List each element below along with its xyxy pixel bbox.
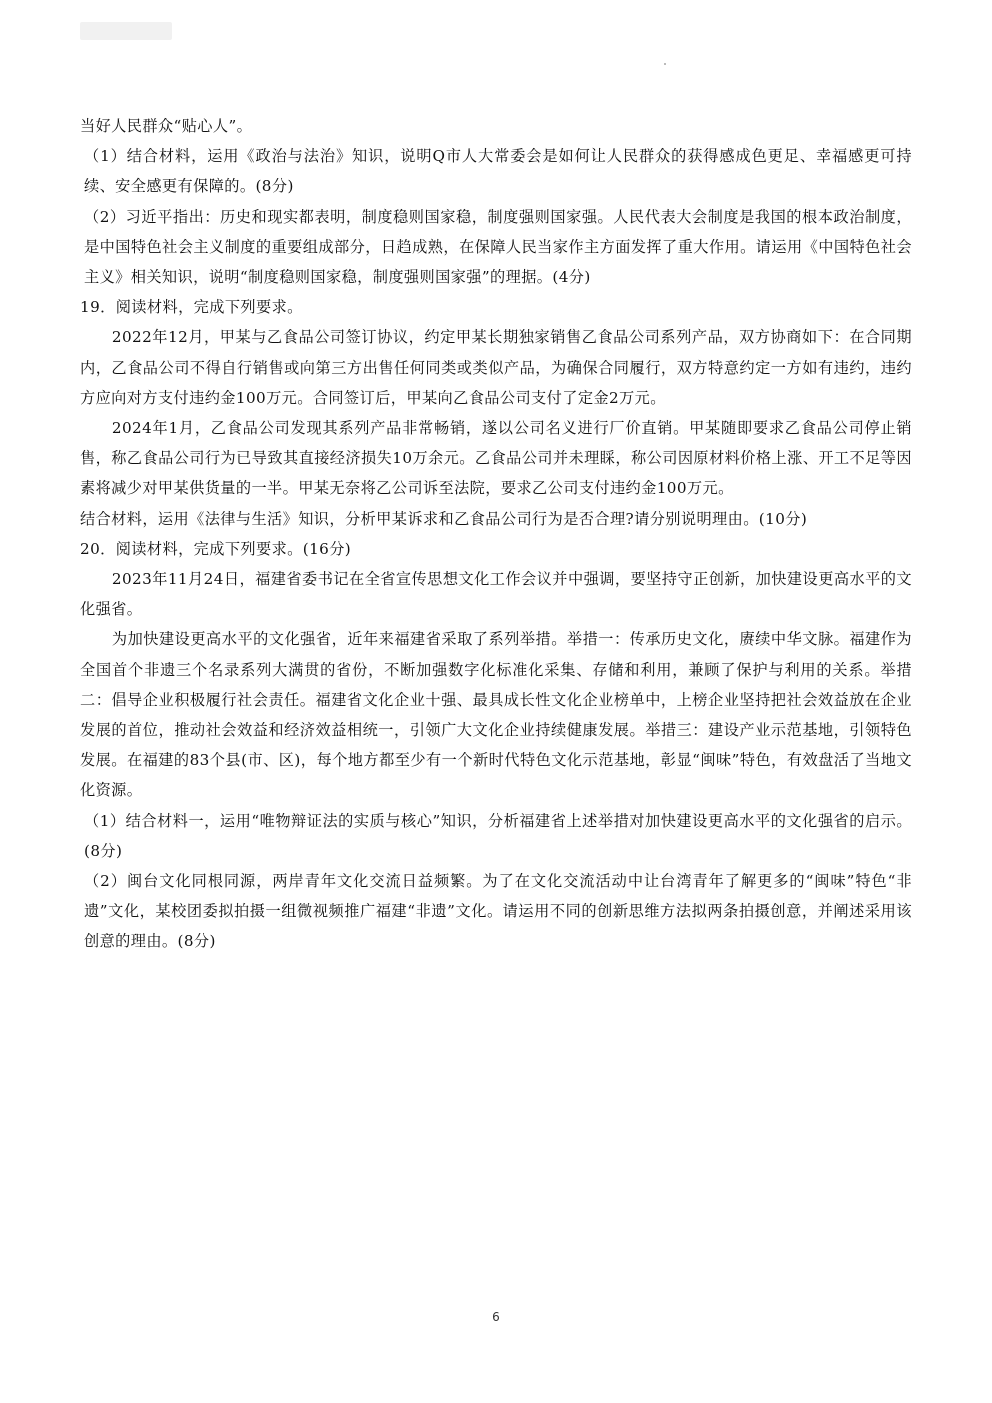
question-20-material-2: 为加快建设更高水平的文化强省，近年来福建省采取了系列举措。举措一：传承历史文化，赓续中华文脉。福建作为全国首个非遗三个名录系列大满贯的省份，不断加强数字化标准化采集、存储和利用，兼顾了保护与利用的关系。举措二：倡导企业积极履行社会责任。福建省文化企业十强、最具成长性文化企业榜单中，上榜企业坚持把社会效益放在企业发展的首位，推动社会效益和经济效益相统一，引领广大文化企业持续健康发展。举措三：建设产业示范基地，引领特色发展。在福建的83个县(市、区)，每个地方都至少有一个新时代特色文化示范基地，彰显“闽味”特色，有效盘活了当地文化资源。 (80, 630, 912, 800)
paragraph-continuation: 当好人民群众“贴心人”。 (80, 117, 253, 135)
question-19-material-1: 2022年12月，甲某与乙食品公司签订协议，约定甲某长期独家销售乙食品公司系列产品，双方协商如下：在合同期内，乙食品公司不得自行销售或向第三方出售任何同类或类似产品，为确保合同履行，双方特意约定一方如有违约，违约方应向对方支付违约金100万元。合同签订后，甲某向乙食品公司支付了定金2万元。 (80, 328, 912, 407)
scan-dot (664, 63, 666, 65)
question-18-part-2: （2）习近平指出：历史和现实都表明，制度稳则国家稳，制度强则国家强。人民代表大会制度是我国的根本政治制度，是中国特色社会主义制度的重要组成部分，日趋成熟，在保障人民当家作主方面发挥了重大作用。请运用《中国特色社会主义》相关知识，说明“制度稳则国家稳，制度强则国家强”的理据。(4分) (84, 207, 912, 287)
header-watermark (80, 22, 172, 40)
question-18-part-1: （1）结合材料，运用《政治与法治》知识，说明Q市人大常委会是如何让人民群众的获得感成色更足、幸福感更可持续、安全感更有保障的。(8分) (84, 147, 912, 196)
question-20-material-1: 2023年11月24日，福建省委书记在全省宣传思想文化工作会议并中强调，要坚持守正创新，加快建设更高水平的文化强省。 (80, 570, 912, 619)
question-19-heading: 19．阅读材料，完成下列要求。 (80, 298, 303, 317)
question-19-material-2: 2024年1月，乙食品公司发现其系列产品非常畅销，遂以公司名义进行厂价直销。甲某随即要求乙食品公司停止销售，称乙食品公司行为已导致其直接经济损失10万余元。乙食品公司并未理睬，称公司因原材料价格上涨、开工不足等因素将减少对甲某供货量的一半。甲某无奈将乙公司诉至法院，要求乙公司支付违约金100万元。 (80, 419, 912, 498)
question-20-part-1: （1）结合材料一，运用“唯物辩证法的实质与核心”知识，分析福建省上述举措对加快建设更高水平的文化强省的启示。(8分) (84, 811, 912, 860)
question-20-part-2: （2）闽台文化同根同源，两岸青年文化交流日益频繁。为了在文化交流活动中让台湾青年了解更多的“闽味”特色“非遗”文化，某校团委拟拍摄一组微视频推广福建“非遗”文化。请运用不同的创新思维方法拟两条拍摄创意，并阐述采用该创意的理由。(8分) (84, 872, 912, 951)
question-20-heading: 20．阅读材料，完成下列要求。(16分) (80, 539, 352, 558)
page-number: 6 (492, 1310, 500, 1324)
document-body (80, 111, 912, 957)
question-19-prompt: 结合材料，运用《法律与生活》知识，分析甲某诉求和乙食品公司行为是否合理?请分别说明理由。(10分) (80, 509, 808, 528)
